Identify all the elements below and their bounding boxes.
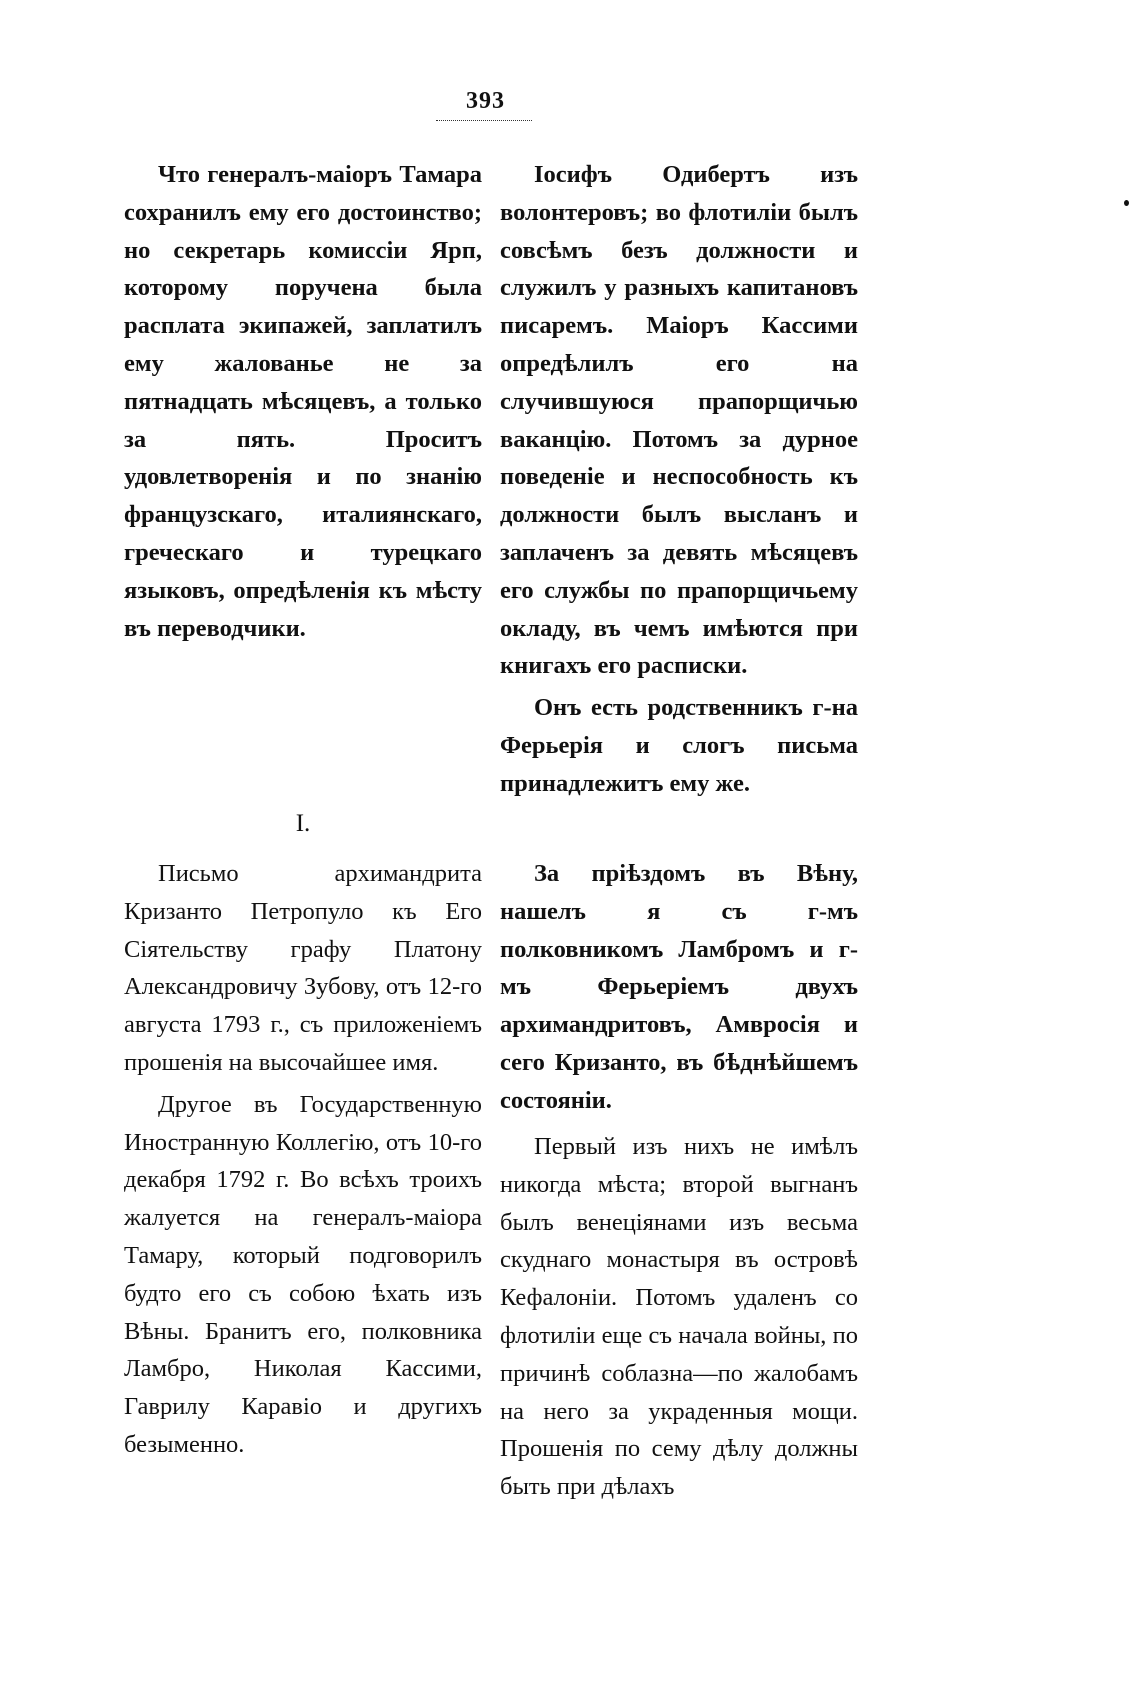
right-column-bottom bbox=[500, 855, 858, 1120]
left-column-top bbox=[124, 156, 482, 647]
right-paragraph-2: Онъ есть родственникъ г-на Ферьерія и слогъ письма принадлежитъ ему же. bbox=[500, 694, 858, 797]
right-column-top bbox=[500, 156, 858, 803]
header-rule bbox=[436, 120, 532, 121]
left-paragraph-1: Что генералъ-маіоръ Тамара сохранилъ ему его достоинство; но секретарь комиссіи Ярп, которому поручена была расплата экипажей, заплатилъ ему жалованье не за пятнадцать мѣсяцевъ, а только за пять. Проситъ удовлетворенія и по знанію французскаго, италиянскаго, греческаго и турецкаго языковъ, опредѣленія къ мѣсту въ переводчики. bbox=[124, 161, 482, 642]
section-heading: I. bbox=[295, 810, 311, 837]
left-lower-paragraph-2: Другое въ Государственную Иностранную Коллегію, отъ 10-го декабря 1792 г. Во всѣхъ троихъ жалуется на генералъ-маіора Тамару, который подговорилъ будто его съ собою ѣхать изъ Вѣны. Бранитъ его, полковника Ламбро, Николая Кассими, Гаврилу Каравіо и другихъ безыменно. bbox=[124, 1090, 482, 1458]
right-column-lower bbox=[500, 1128, 858, 1506]
right-lower-paragraph-1: За пріѣздомъ въ Вѣну, нашелъ я съ г-мъ полковникомъ Ламбромъ и г-мъ Ферьеріемъ двухъ архимандритовъ, Амвросія и сего Кризанто, въ бѣднѣйшемъ состояніи. bbox=[500, 860, 858, 1114]
right-paragraph-1: Іосифъ Одибертъ изъ волонтеровъ; во флотиліи былъ совсѣмъ безъ должности и служилъ у разныхъ капитановъ писаремъ. Маіоръ Кассими опредѣлилъ его на случившуюся прапорщичью ваканцію. Потомъ за дурное поведеніе и неспособность къ должности былъ высланъ и заплаченъ за девять мѣсяцевъ его службы по прапорщичьему окладу, въ чемъ имѣются при книгахъ его расписки. bbox=[500, 161, 858, 680]
right-lower-paragraph-2: Первый изъ нихъ не имѣлъ никогда мѣста; второй выгнанъ былъ венеціянами изъ весьма скуднаго монастыря въ островѣ Кефалоніи. Потомъ удаленъ со флотиліи еще съ начала войны, по причинѣ соблазна—по жалобамъ на него за украденныя мощи. Прошенія по сему дѣлу должны быть при дѣлахъ bbox=[500, 1133, 858, 1501]
left-column-bottom bbox=[124, 855, 482, 1464]
page-number: 393 bbox=[466, 88, 505, 114]
margin-speck bbox=[1124, 200, 1129, 206]
left-lower-paragraph-1: Письмо архимандрита Кризанто Петропуло къ Его Сіятельству графу Платону Александровичу Зубову, отъ 12-го августа 1793 г., съ приложеніемъ прошенія на высочайшее имя. bbox=[124, 860, 482, 1076]
